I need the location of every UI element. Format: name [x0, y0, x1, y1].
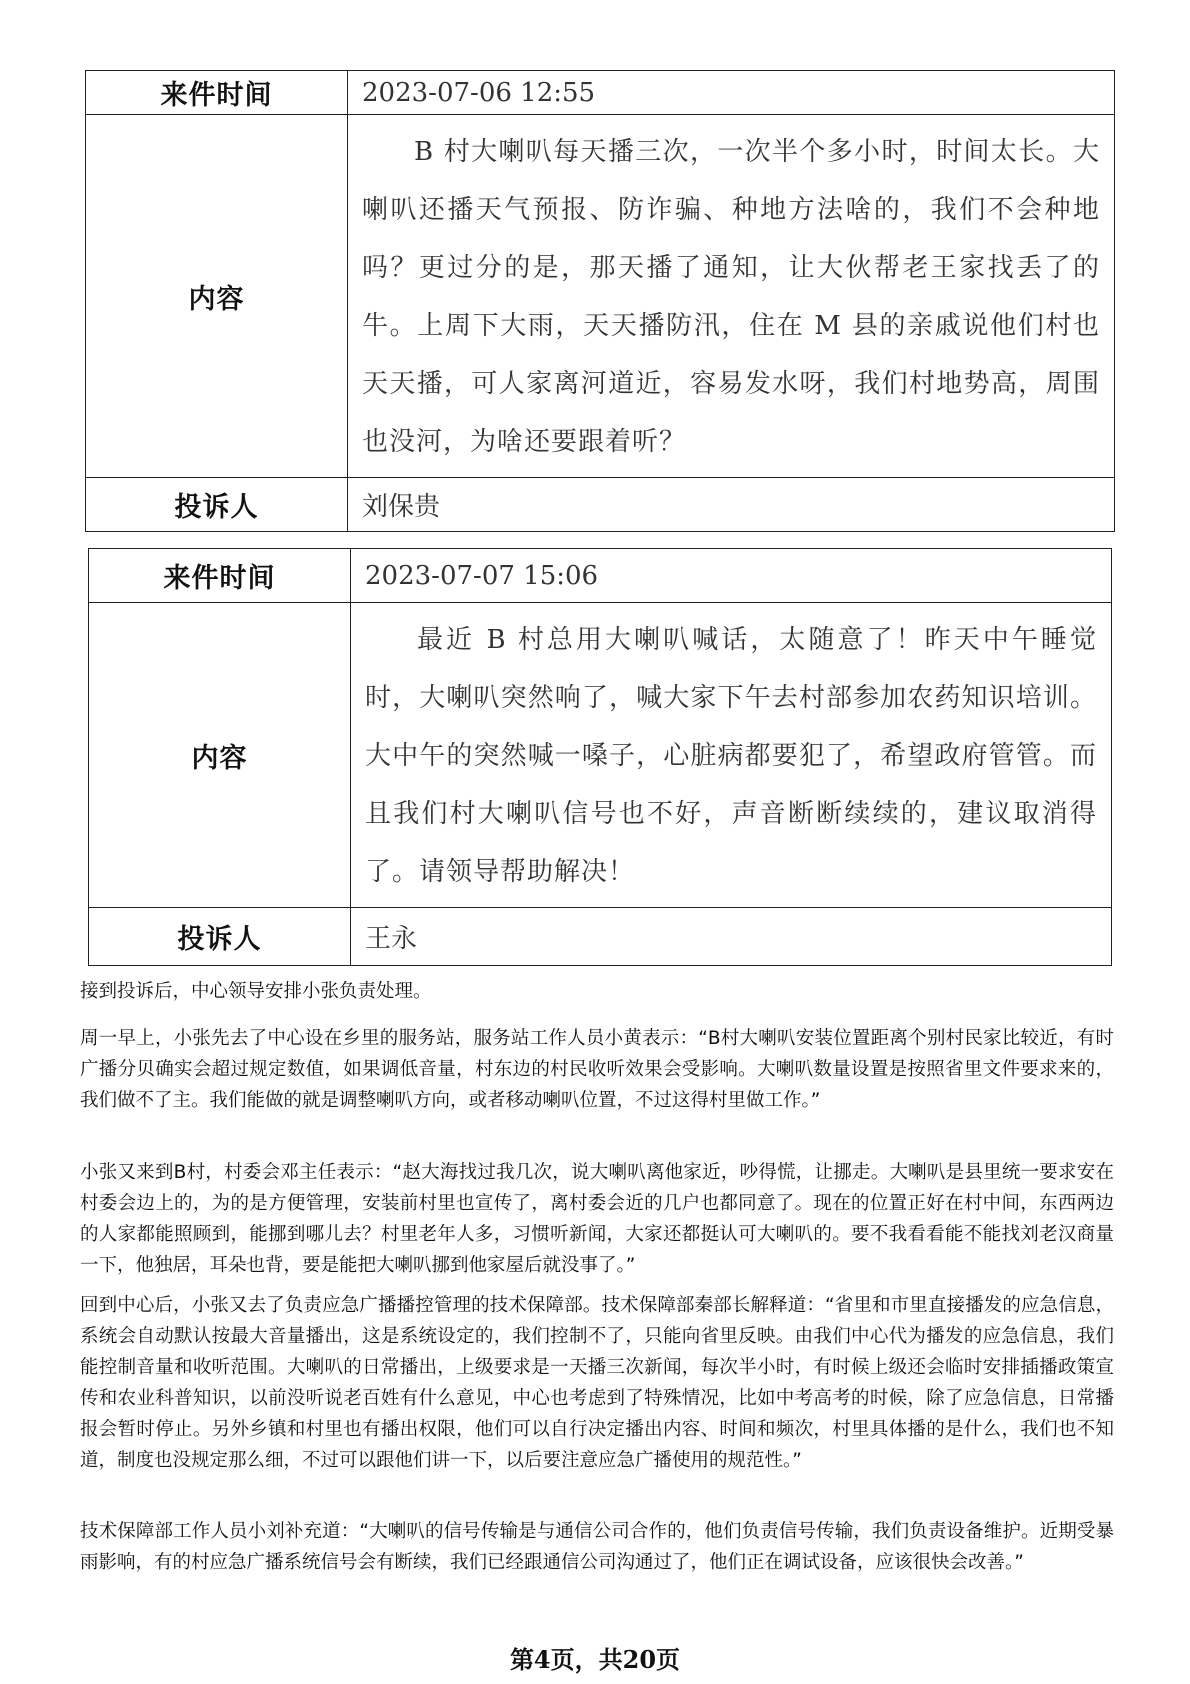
page-number: 第4页，共20页 [509, 1645, 681, 1674]
body-paragraph: 技术保障部工作人员小刘补充道：“大喇叭的信号传输是与通信公司合作的，他们负责信号传输，我们负责设备维护。近期受暴雨影响，有的村应急广播系统信号会有断续，我们已经跟通信公司沟通过了，他们正在调试设备，应该很快会改善。” [80, 1521, 1114, 1573]
content-label: 内容 [89, 603, 351, 908]
body-paragraph: 小张又来到B村，村委会邓主任表示：“赵大海找过我几次，说大喇叭离他家近，吵得慌，让挪走。大喇叭是县里统一要求安在村委会边上的，为的是方便管理，安装前村里也宣传了，离村委会近的几户也都同意了。现在的位置正好在村中间，东西两边的人家都能照顾到，能挪到哪儿去？村里老年人多，习惯听新闻，大家还都挺认可大喇叭的。要不我看看能不能找刘老汉商量一下，他独居，耳朵也背，要是能把大喇叭挪到他家屋后就没事了。” [80, 1162, 1114, 1276]
time-value: 2023-07-07 15:06 [351, 549, 1112, 603]
complainant-value: 王永 [351, 908, 1112, 966]
body-paragraph: 回到中心后，小张又去了负责应急广播播控管理的技术保障部。技术保障部秦部长解释道：“省里和市里直接播发的应急信息，系统会自动默认按最大音量播出，这是系统设定的，我们控制不了，只能向省里反映。由我们中心代为播发的应急信息，我们能控制音量和收听范围。大喇叭的日常播出，上级要求是一天播三次新闻，每次半小时，有时候上级还会临时安排插播政策宣传和农业科普知识，以前没听说老百姓有什么意见，中心也考虑到了特殊情况，比如中考高考的时候，除了应急信息，日常播报会暂时停止。另外乡镇和村里也有播出权限，他们可以自行决定播出内容、时间和频次，村里具体播的是什么，我们也不知道，制度也没规定那么细，不过可以跟他们讲一下，以后要注意应急广播使用的规范性。” [80, 1295, 1114, 1471]
complainant-label: 投诉人 [89, 908, 351, 966]
complaint-record-1 [85, 70, 1115, 532]
content-value: B 村大喇叭每天播三次，一次半个多小时，时间太长。大喇叭还播天气预报、防诈骗、种地方法啥的，我们不会种地吗？更过分的是，那天播了通知，让大伙帮老王家找丢了的牛。上周下大雨，天天播防汛，住在 M 县的亲戚说他们村也天天播，可人家离河道近，容易发水呀，我们村地势高，周围也没河，为啥还要跟着听？ [348, 115, 1115, 478]
time-value: 2023-07-06 12:55 [348, 71, 1115, 115]
complainant-value: 刘保贵 [348, 478, 1115, 532]
complaint-record-2 [88, 548, 1112, 966]
body-paragraph: 接到投诉后，中心领导安排小张负责处理。 [80, 981, 432, 1002]
time-label: 来件时间 [89, 549, 351, 603]
time-label: 来件时间 [86, 71, 348, 115]
content-label: 内容 [86, 115, 348, 478]
complainant-label: 投诉人 [86, 478, 348, 532]
body-paragraph: 周一早上，小张先去了中心设在乡里的服务站，服务站工作人员小黄表示：“B村大喇叭安装位置距离个别村民家比较近，有时广播分贝确实会超过规定数值，如果调低音量，村东边的村民收听效果会受影响。大喇叭数量设置是按照省里文件要求来的，我们做不了主。我们能做的就是调整喇叭方向，或者移动喇叭位置，不过这得村里做工作。” [80, 1028, 1114, 1111]
content-value: 最近 B 村总用大喇叭喊话，太随意了！昨天中午睡觉时，大喇叭突然响了，喊大家下午去村部参加农药知识培训。大中午的突然喊一嗓子，心脏病都要犯了，希望政府管管。而且我们村大喇叭信号也不好，声音断断续续的，建议取消得了。请领导帮助解决！ [351, 603, 1112, 908]
